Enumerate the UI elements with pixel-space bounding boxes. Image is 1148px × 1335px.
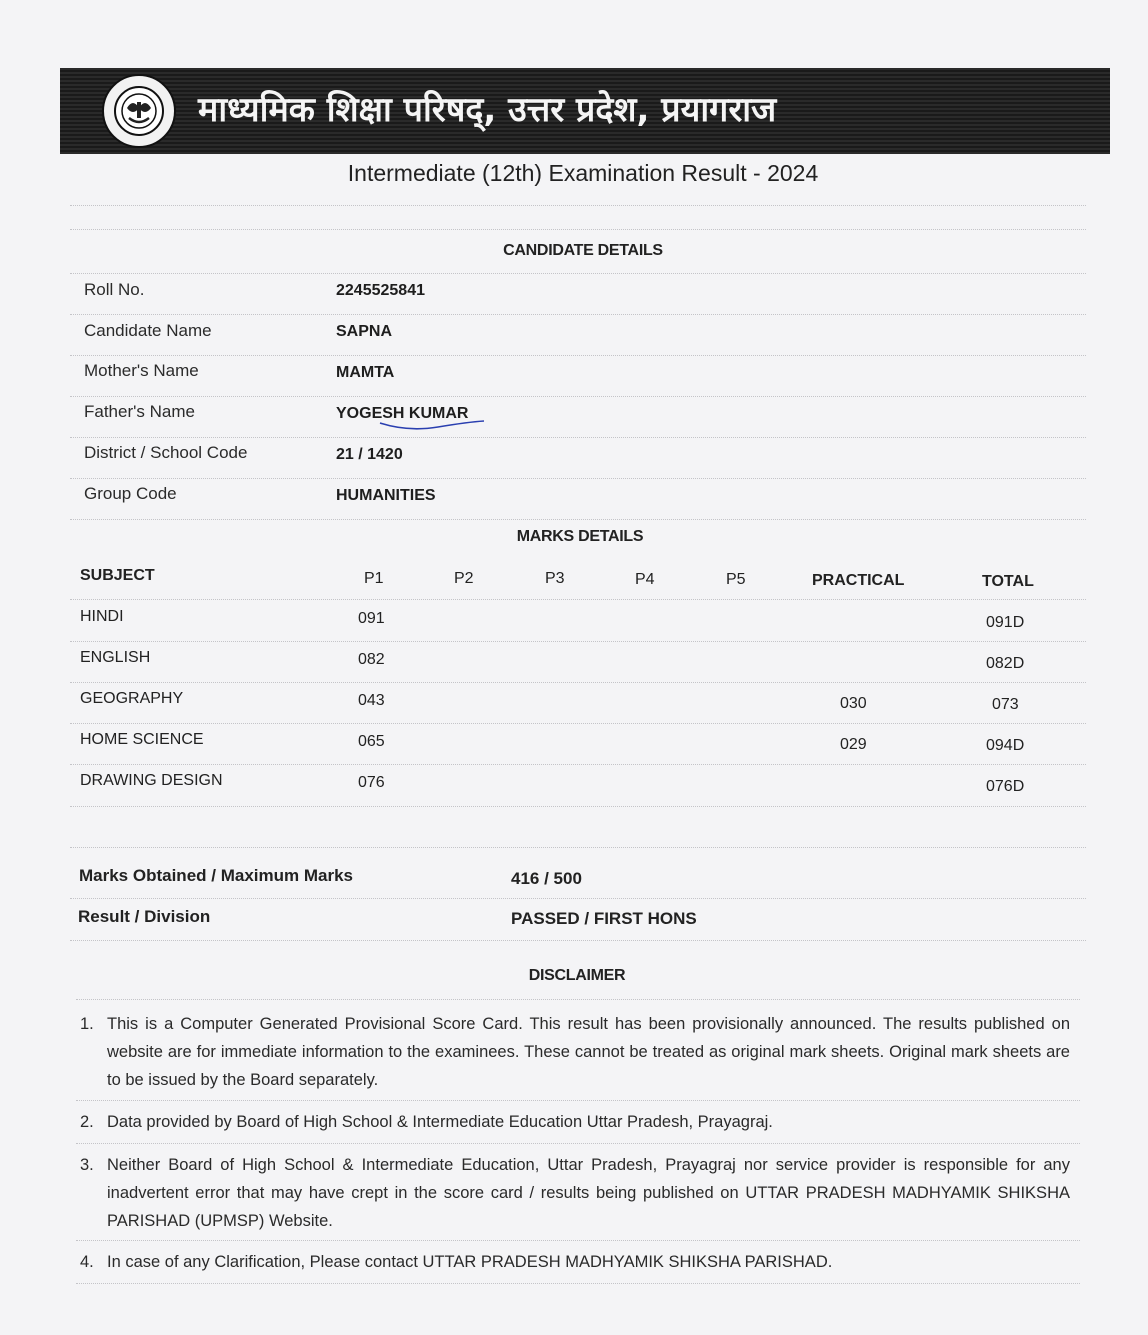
table-row-total: 076D: [986, 778, 1025, 795]
disclaimer-item: [80, 1108, 1070, 1136]
disclaimer-item: [80, 1151, 1070, 1235]
roll-no-label: Roll No.: [84, 280, 145, 299]
table-row-p1: 043: [358, 692, 385, 709]
col-header-practical: PRACTICAL: [812, 572, 905, 589]
divider: [76, 1240, 1080, 1241]
candidate-name-value: SAPNA: [336, 323, 393, 340]
table-row-total: 082D: [986, 655, 1025, 672]
divider: [70, 314, 1086, 315]
divider: [76, 1100, 1080, 1101]
table-row-subject: HINDI: [80, 608, 124, 625]
disclaimer-item: [80, 1248, 1070, 1276]
col-header-p5: P5: [726, 571, 746, 588]
disclaimer-item-number: 1.: [80, 1015, 94, 1033]
table-row-total: 073: [992, 696, 1019, 713]
roll-no-value: 2245525841: [336, 282, 425, 299]
father-name-label: Father's Name: [84, 402, 195, 421]
result-division-value: PASSED / FIRST HONS: [511, 909, 697, 928]
marks-obtained-value: 416 / 500: [511, 869, 582, 888]
district-school-code-value: 21 / 1420: [336, 446, 403, 463]
divider: [70, 940, 1086, 941]
col-header-total: TOTAL: [982, 573, 1034, 590]
candidate-name-label: Candidate Name: [84, 321, 212, 340]
col-header-p1: P1: [364, 570, 384, 587]
divider: [70, 723, 1086, 724]
divider: [76, 999, 1080, 1000]
col-header-p4: P4: [635, 571, 655, 588]
table-row-subject: GEOGRAPHY: [80, 690, 184, 707]
mother-name-label: Mother's Name: [84, 361, 199, 380]
table-row-p1: 065: [358, 733, 385, 750]
table-row-total: 091D: [986, 614, 1025, 631]
table-row-p1: 076: [358, 774, 385, 791]
mother-name-value: MAMTA: [336, 364, 395, 381]
board-name: माध्यमिक शिक्षा परिषद्, उत्तर प्रदेश, प्रयागराज: [198, 90, 777, 130]
pen-underline-mark: [378, 418, 488, 432]
exam-title: Intermediate (12th) Examination Result - 2024: [347, 160, 819, 186]
divider: [70, 478, 1086, 479]
disclaimer-item-number: 2.: [80, 1113, 94, 1131]
table-row-p1: 082: [358, 651, 385, 668]
divider: [70, 641, 1086, 642]
divider: [70, 437, 1086, 438]
group-code-value: HUMANITIES: [336, 487, 436, 504]
col-header-subject: SUBJECT: [80, 567, 155, 584]
marks-section-title: MARKS DETAILS: [516, 528, 644, 545]
disclaimer-item-number: 3.: [80, 1156, 94, 1174]
divider: [70, 599, 1086, 600]
table-row-total: 094D: [986, 737, 1025, 754]
table-row-subject: HOME SCIENCE: [80, 731, 204, 748]
district-school-code-label: District / School Code: [84, 443, 248, 462]
table-row-practical: 030: [840, 695, 867, 712]
disclaimer-item-text: Neither Board of High School & Intermediate Education, Uttar Pradesh, Prayagraj nor service provider is responsible for any inadvertent error that may have crept in the score card / results being published on UTTAR PRADESH MADHYAMIK SHIKSHA PARISHAD (UPMSP) Website.: [107, 1156, 1070, 1230]
divider: [70, 806, 1086, 807]
divider: [70, 898, 1086, 899]
board-emblem-icon: [100, 72, 178, 150]
disclaimer-item-text: In case of any Clarification, Please contact UTTAR PRADESH MADHYAMIK SHIKSHA PARISHAD.: [107, 1253, 833, 1271]
divider: [70, 682, 1086, 683]
result-division-label: Result / Division: [78, 907, 211, 926]
disclaimer-item: [80, 1010, 1070, 1094]
group-code-label: Group Code: [84, 484, 177, 503]
table-row-subject: DRAWING DESIGN: [80, 772, 223, 789]
father-name-value: YOGESH KUMAR: [336, 405, 469, 422]
table-row-p1: 091: [358, 610, 385, 627]
divider: [70, 273, 1086, 274]
divider: [70, 847, 1086, 848]
divider: [70, 519, 1086, 520]
col-header-p3: P3: [545, 570, 565, 587]
disclaimer-item-number: 4.: [80, 1253, 94, 1271]
divider: [70, 355, 1086, 356]
disclaimer-title: DISCLAIMER: [528, 967, 626, 984]
table-row-subject: ENGLISH: [80, 649, 151, 666]
divider: [76, 1143, 1080, 1144]
divider: [76, 1283, 1080, 1284]
table-row-practical: 029: [840, 736, 867, 753]
divider: [70, 205, 1086, 206]
marks-obtained-label: Marks Obtained / Maximum Marks: [79, 866, 353, 885]
divider: [70, 764, 1086, 765]
disclaimer-item-text: This is a Computer Generated Provisional Score Card. This result has been provisionally announced. The results published on website are for immediate information to the examinees. These cannot be treated as original mark sheets. Original mark sheets are to be issued by the Board separately.: [107, 1015, 1070, 1089]
col-header-p2: P2: [454, 570, 474, 587]
candidate-section-title: CANDIDATE DETAILS: [503, 242, 663, 259]
disclaimer-item-text: Data provided by Board of High School & Intermediate Education Uttar Pradesh, Prayagraj.: [107, 1113, 773, 1131]
divider: [70, 229, 1086, 230]
divider: [70, 396, 1086, 397]
